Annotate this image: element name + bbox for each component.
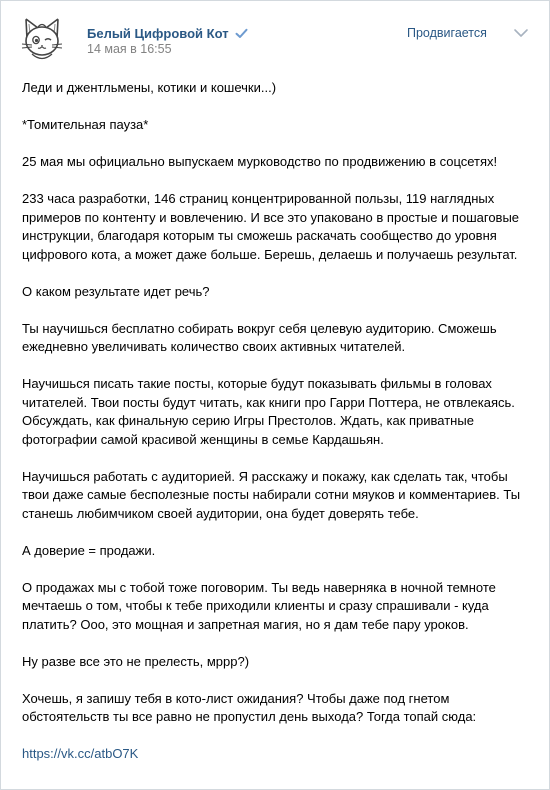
post-paragraph: 25 мая мы официально выпускаем мурководство по продвижению в соцсетях! [22,154,498,169]
promoted-label: Продвигается [407,26,487,40]
cat-logo-avatar[interactable] [17,13,67,63]
post-date-link[interactable]: 14 мая в 16:55 [87,42,172,56]
post-paragraph: Научишься писать такие посты, которые будут показывать фильмы в головах читателей. Твои посты будут читать, как книги про Гарри Поттера, не отвлекаясь. Обсуждать, как финальную серию Игры Престолов. Ждать, как приватные фотографии самой красивой женщины в семье Кардашьян. [22,376,515,447]
post-link[interactable]: https://vk.cc/atbO7K [22,746,139,761]
author-line [87,26,248,41]
post-paragraph: *Томительная пауза* [22,117,149,132]
post-text [22,79,534,782]
post-paragraph: А доверие = продажи. [22,542,156,558]
post-paragraph: 233 часа разработки, 146 страниц концентрированной пользы, 119 наглядных примеров по контенту и вовлечению. И все это упаковано в простые и пошаговые инструкции, благодаря которым ты сможешь раскачать сообщество до уровня цифрового кота, а может даже больше. Берешь, делаешь и получаешь результат. [22,191,520,262]
author-name-link[interactable]: Белый Цифровой Кот [87,26,229,41]
post-paragraph: Хочешь, я запишу тебя в кото-лист ожидания? Чтобы даже под гнетом обстоятельств ты все равно не пропустил день выхода? Тогда топай сюда: [22,690,477,724]
cat-logo-icon [17,13,67,63]
post-header [1,1,549,73]
post-paragraph: Научишься работать с аудиторией. Я расскажу и покажу, как сделать так, чтобы твои даже самые бесполезные посты набирали сотни мяуков и комментариев. Ты станешь любимчиком своей аудитории, она будет доверять тебе. [22,468,521,521]
post-paragraph: О каком результате идет речь? [22,283,210,299]
post-paragraph: Ты научишься бесплатно собирать вокруг себя целевую аудиторию. Сможешь ежедневно увеличивать количество своих активных читателей. [22,320,497,354]
verified-check-icon [235,27,248,40]
post-paragraph: Леди и джентльмены, котики и кошечки...) [22,80,277,95]
chevron-down-icon[interactable] [513,27,529,39]
post-paragraph: Ну разве все это не прелесть, мррр?) [22,653,250,669]
post-paragraph: О продажах мы с тобой тоже поговорим. Ты ведь наверняка в ночной темноте мечтаешь о том, чтобы к тебе приходили клиенты и сразу спрашивали - куда платить? Ооо, это мощная и запретная магия, но я дам тебе пару уроков. [22,579,496,632]
